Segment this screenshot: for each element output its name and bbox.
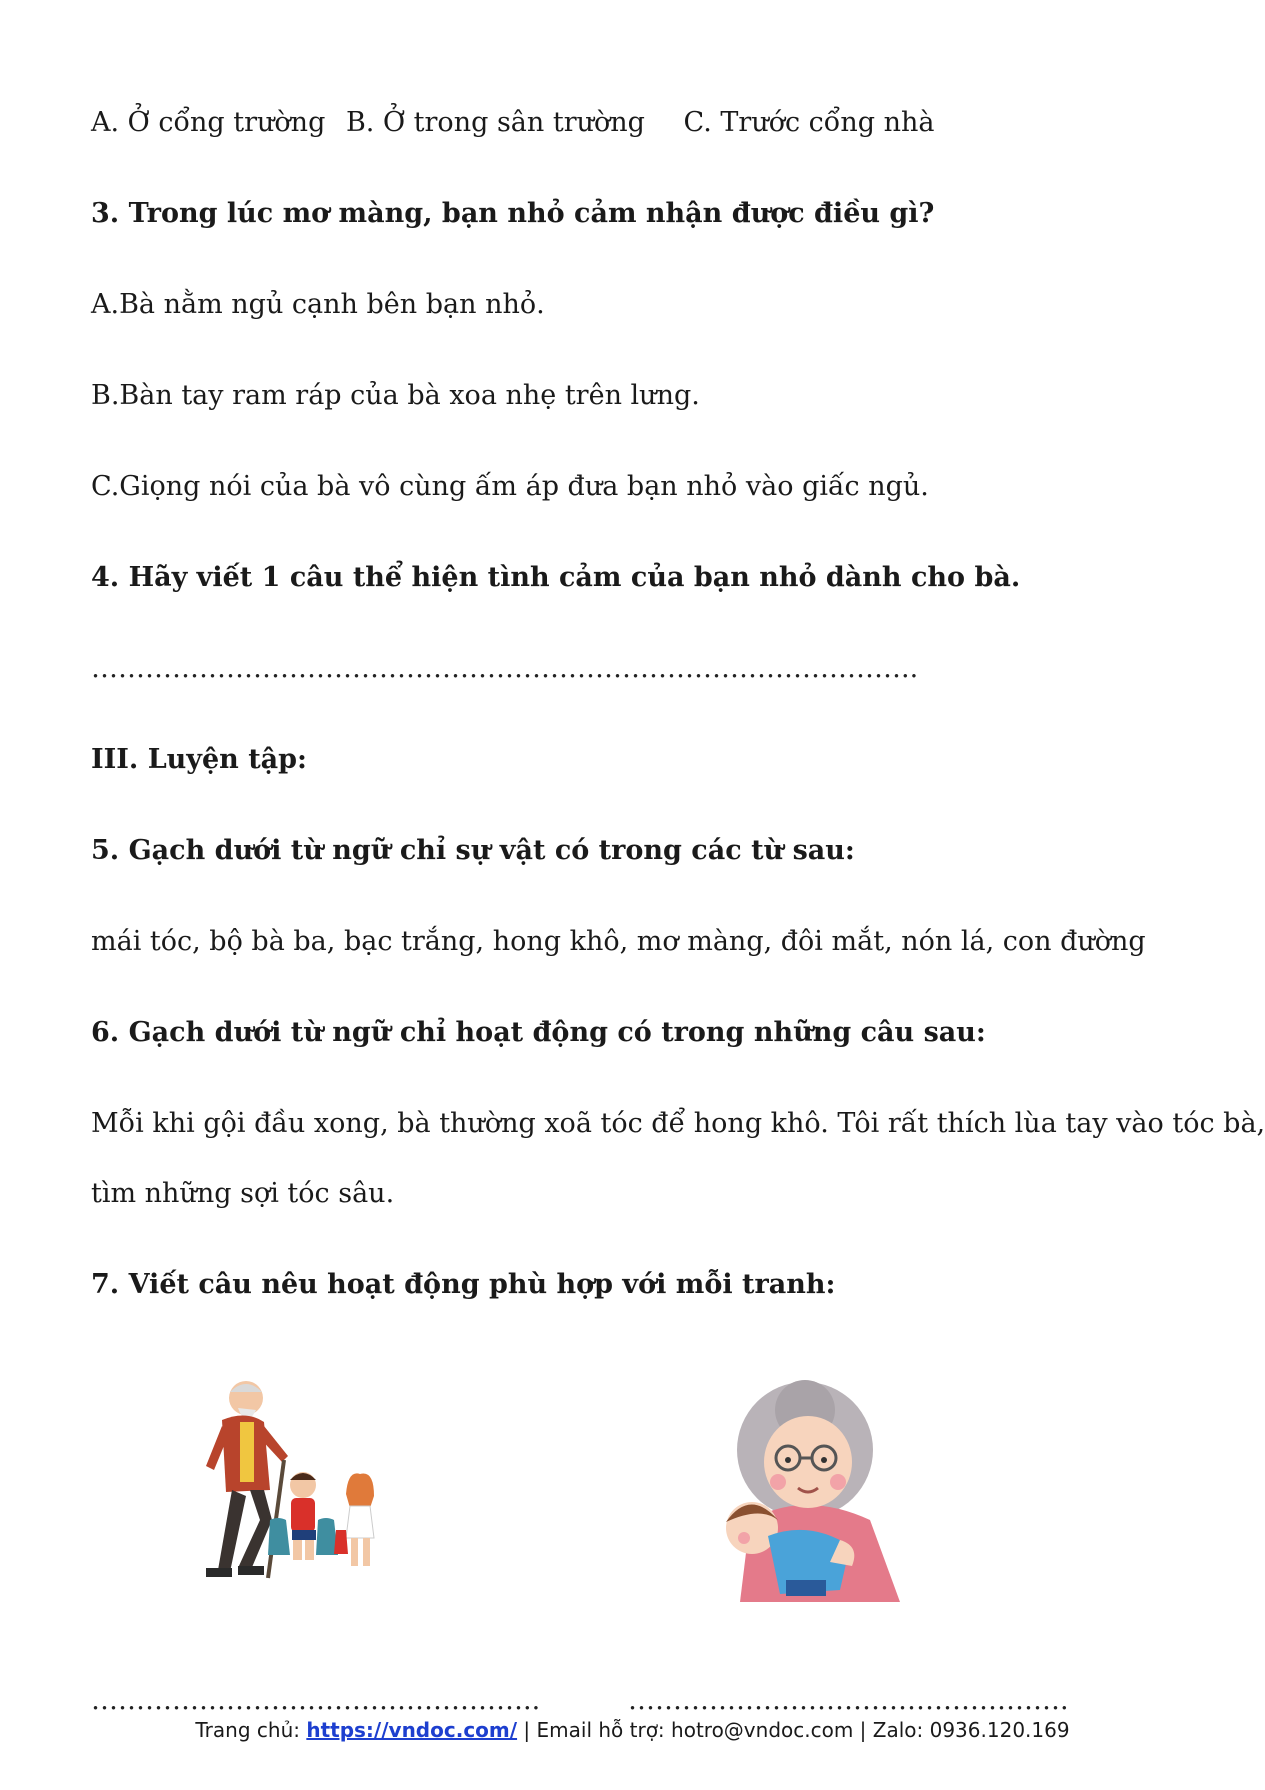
q4-answer-line: ……………………………………………………………………………….. [91, 653, 919, 684]
q2-options [91, 106, 934, 140]
q7-answer-line-left: ………………………………………….. [91, 1685, 541, 1716]
q3-option-a: A.Bà nằm ngủ cạnh bên bạn nhỏ. [91, 289, 545, 320]
q6-sentence-line-1: Mỗi khi gội đầu xong, bà thường xoã tóc để hong khô. Tôi rất thích lùa tay vào tóc bà, [91, 1108, 1265, 1139]
grandma-hugging-child-illustration [690, 1370, 920, 1610]
footer-home-link[interactable]: https://vndoc.com/ [306, 1718, 518, 1742]
q3-title: 3. Trong lúc mơ màng, bạn nhỏ cảm nhận được điều gì? [91, 198, 935, 229]
q5-words: mái tóc, bộ bà ba, bạc trắng, hong khô, mơ màng, đôi mắt, nón lá, con đường [91, 926, 1146, 957]
q7-title: 7. Viết câu nêu hoạt động phù hợp với mỗi tranh: [91, 1269, 836, 1300]
footer-contact-info: | Email hỗ trợ: hotro@vndoc.com | Zalo: 0936.120.169 [517, 1718, 1070, 1742]
q2-option-b: B. Ở trong sân trường [345, 107, 645, 138]
q4-title: 4. Hãy viết 1 câu thể hiện tình cảm của bạn nhỏ dành cho bà. [91, 562, 1021, 593]
q6-sentence-line-2: tìm những sợi tóc sâu. [91, 1178, 395, 1209]
q3-option-b: B.Bàn tay ram ráp của bà xoa nhẹ trên lưng. [91, 380, 700, 411]
footer-home-label: Trang chủ: [195, 1718, 307, 1742]
q7-answer-line-right: …………………………………………. [628, 1685, 1069, 1716]
grandpa-walking-children-illustration [160, 1370, 410, 1600]
q3-option-c: C.Giọng nói của bà vô cùng ấm áp đưa bạn nhỏ vào giấc ngủ. [91, 471, 929, 502]
section-title: III. Luyện tập: [91, 744, 308, 775]
q2-option-a: A. Ở cổng trường [91, 107, 326, 138]
q6-title: 6. Gạch dưới từ ngữ chỉ hoạt động có trong những câu sau: [91, 1017, 986, 1048]
page-footer [0, 1718, 1265, 1742]
q5-title: 5. Gạch dưới từ ngữ chỉ sự vật có trong các từ sau: [91, 835, 855, 866]
q2-option-c: C. Trước cổng nhà [683, 107, 935, 138]
